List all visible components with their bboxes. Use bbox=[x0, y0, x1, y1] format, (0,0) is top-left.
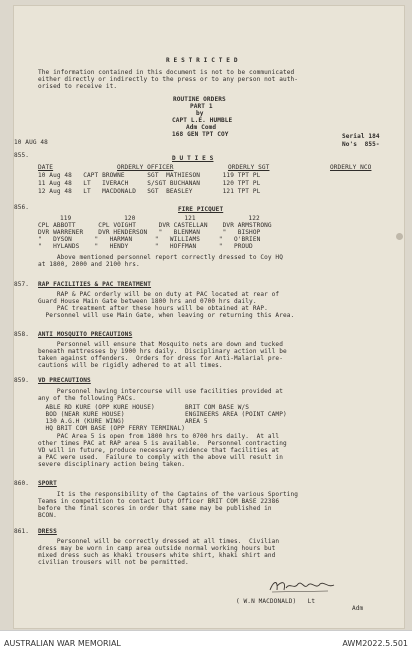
serial-number: Serial 184 bbox=[342, 133, 380, 140]
rap-line: Personnel will use Main Gate, when leaving or returning this Area. bbox=[38, 312, 295, 319]
notice-line-2: either directly or indirectly to the press or to any person not auth- bbox=[38, 76, 299, 83]
sport-line: It is the responsibility of the Captains of the various Sporting bbox=[38, 491, 299, 498]
mosquito-line: cautions will be rigidly adhered to at all times. bbox=[38, 362, 223, 369]
order-numbers: No's 855- bbox=[342, 141, 380, 148]
picquet-row: " HYLANDS " HENDY " HOFFMAN " PROUD bbox=[38, 243, 253, 250]
vd-line: any of the following PACs. bbox=[38, 395, 136, 402]
dress-heading: DRESS bbox=[38, 528, 57, 535]
picquet-row: " DYSON " HARMAN " WILLIAMS " O'BRIEN bbox=[38, 236, 261, 243]
vd-line: a PAC were used. Failure to comply with the above will result in bbox=[38, 454, 283, 461]
picquet-note-1: Above mentioned personnel report correctly dressed to Coy HQ bbox=[38, 254, 283, 261]
picquet-platoon-numbers: 119 120 121 122 bbox=[60, 215, 260, 222]
sport-line: Teams in competition to contact Duty Officer BRIT COM BASE 22386 bbox=[38, 498, 280, 505]
signatory-name: ( W.N MACDONALD) Lt bbox=[236, 598, 316, 605]
archive-reference: AWM2022.5.501 bbox=[342, 639, 408, 648]
company-title: 168 GEN TPT COY bbox=[172, 131, 229, 138]
vd-line: VD will in future, produce necessary evidence that facilities at bbox=[38, 447, 280, 454]
section-number-857: 857. bbox=[14, 281, 30, 288]
dress-line: Personnel will be correctly dressed at all times. Civilian bbox=[38, 538, 280, 545]
adm-comd-title: Adm Comd bbox=[186, 124, 217, 131]
mosquito-line: taken against offenders. Orders for dress for Anti-Malarial pre- bbox=[38, 355, 283, 362]
duties-col-nco: ORDERLY NCO bbox=[330, 164, 372, 171]
mosquito-line: beneath mattresses by 1900 hrs daily. Disciplinary action will be bbox=[38, 348, 287, 355]
vd-line: PAC Area 5 is open from 1800 hrs to 0700 hrs daily. At all bbox=[38, 433, 280, 440]
section-number-860: 860. bbox=[14, 480, 30, 487]
section-number-859: 859. bbox=[14, 377, 30, 384]
dress-line: civilian trousers will not be permitted. bbox=[38, 559, 189, 566]
vd-location: 130 A.G.H (KURE WING) AREA 5 bbox=[38, 418, 208, 425]
mosquito-line: Personnel will ensure that Mosquito nets are down and tucked bbox=[38, 341, 283, 348]
sport-line: BCON. bbox=[38, 512, 57, 519]
handwritten-signature bbox=[268, 578, 338, 594]
vd-precautions-heading: VD PRECAUTIONS bbox=[38, 377, 91, 384]
vd-location: ABLE RD KURE (OPP KURE HOUSE) BRIT COM BASE W/S bbox=[38, 404, 250, 411]
vd-line: Personnel having intercourse will use facilities provided at bbox=[38, 388, 283, 395]
dress-line: mixed dress such as khaki trousers white shirt, khaki shirt and bbox=[38, 552, 276, 559]
section-number-858: 858. bbox=[14, 331, 30, 338]
duties-row: 12 Aug 48 LT MACDONALD SGT BEASLEY 121 TPT PL bbox=[38, 188, 261, 195]
dress-line: dress may be worn in camp area outside normal working hours but bbox=[38, 545, 276, 552]
sport-line: before the final scores in order that same may be published in bbox=[38, 505, 272, 512]
duties-col-officer: ORDERLY OFFICER bbox=[117, 164, 174, 171]
notice-line-1: The information contained in this document is not to be communicated bbox=[38, 69, 295, 76]
archive-name: AUSTRALIAN WAR MEMORIAL bbox=[4, 639, 121, 648]
picquet-note-2: at 1800, 2000 and 2100 hrs. bbox=[38, 261, 140, 268]
section-number-861: 861. bbox=[14, 528, 30, 535]
duties-row: 11 Aug 48 LT IVERACH S/SGT BUCHANAN 120 TPT PL bbox=[38, 180, 261, 187]
picquet-row: DVR WARRENER DVR HENDERSON " BLENMAN " BISHOP bbox=[38, 229, 261, 236]
section-number-855: 855. bbox=[14, 152, 30, 159]
vd-location: BOD (NEAR KURE HOUSE) ENGINEERS AREA (POINT CAMP) bbox=[38, 411, 287, 418]
restricted-heading: R E S T R I C T E D bbox=[166, 57, 238, 64]
rap-line: RAP & PAC orderly will be on duty at PAC located at rear of bbox=[38, 291, 280, 298]
part-title: PART 1 bbox=[190, 103, 213, 110]
duties-col-sgt: ORDERLY SGT bbox=[228, 164, 270, 171]
archive-footer bbox=[0, 630, 412, 653]
section-number-856: 856. bbox=[14, 204, 30, 211]
rap-line: PAC treatment after these hours will be obtained at RAP. bbox=[38, 305, 268, 312]
notice-line-3: orised to receive it. bbox=[38, 83, 118, 90]
order-date: 10 AUG 48 bbox=[14, 139, 48, 146]
by-title: by bbox=[196, 110, 204, 117]
vd-line: other times PAC at RAP area 5 is available. Personnel contracting bbox=[38, 440, 287, 447]
duties-row: 10 Aug 48 CAPT BROWNE SGT MATHIESON 119 TPT PL bbox=[38, 172, 261, 179]
routine-orders-title: ROUTINE ORDERS bbox=[173, 96, 226, 103]
vd-location: HQ BRIT COM BASE (OPP FERRY TERMINAL) bbox=[38, 425, 185, 432]
fire-picquet-heading: FIRE PICQUET bbox=[178, 206, 224, 213]
rap-facilities-heading: RAP FACILITIES & PAC TREATMENT bbox=[38, 281, 152, 288]
rap-line: Guard House Main Gate between 1800 hrs and 0700 hrs daily. bbox=[38, 298, 257, 305]
vd-line: severe disciplinary action being taken. bbox=[38, 461, 185, 468]
signatory-role: Adm bbox=[352, 605, 364, 612]
sport-heading: SPORT bbox=[38, 480, 57, 487]
duties-heading: D U T I E S bbox=[172, 155, 214, 162]
duties-col-date: DATE bbox=[38, 164, 54, 171]
officer-title: CAPT L.E. HUMBLE bbox=[172, 117, 233, 124]
punch-hole bbox=[396, 233, 403, 240]
anti-mosquito-heading: ANTI MOSQUITO PRECAUTIONS bbox=[38, 331, 133, 338]
picquet-row: CPL ABBOTT CPL VOIGHT DVR CASTELLAN DVR ARMSTRONG bbox=[38, 222, 272, 229]
